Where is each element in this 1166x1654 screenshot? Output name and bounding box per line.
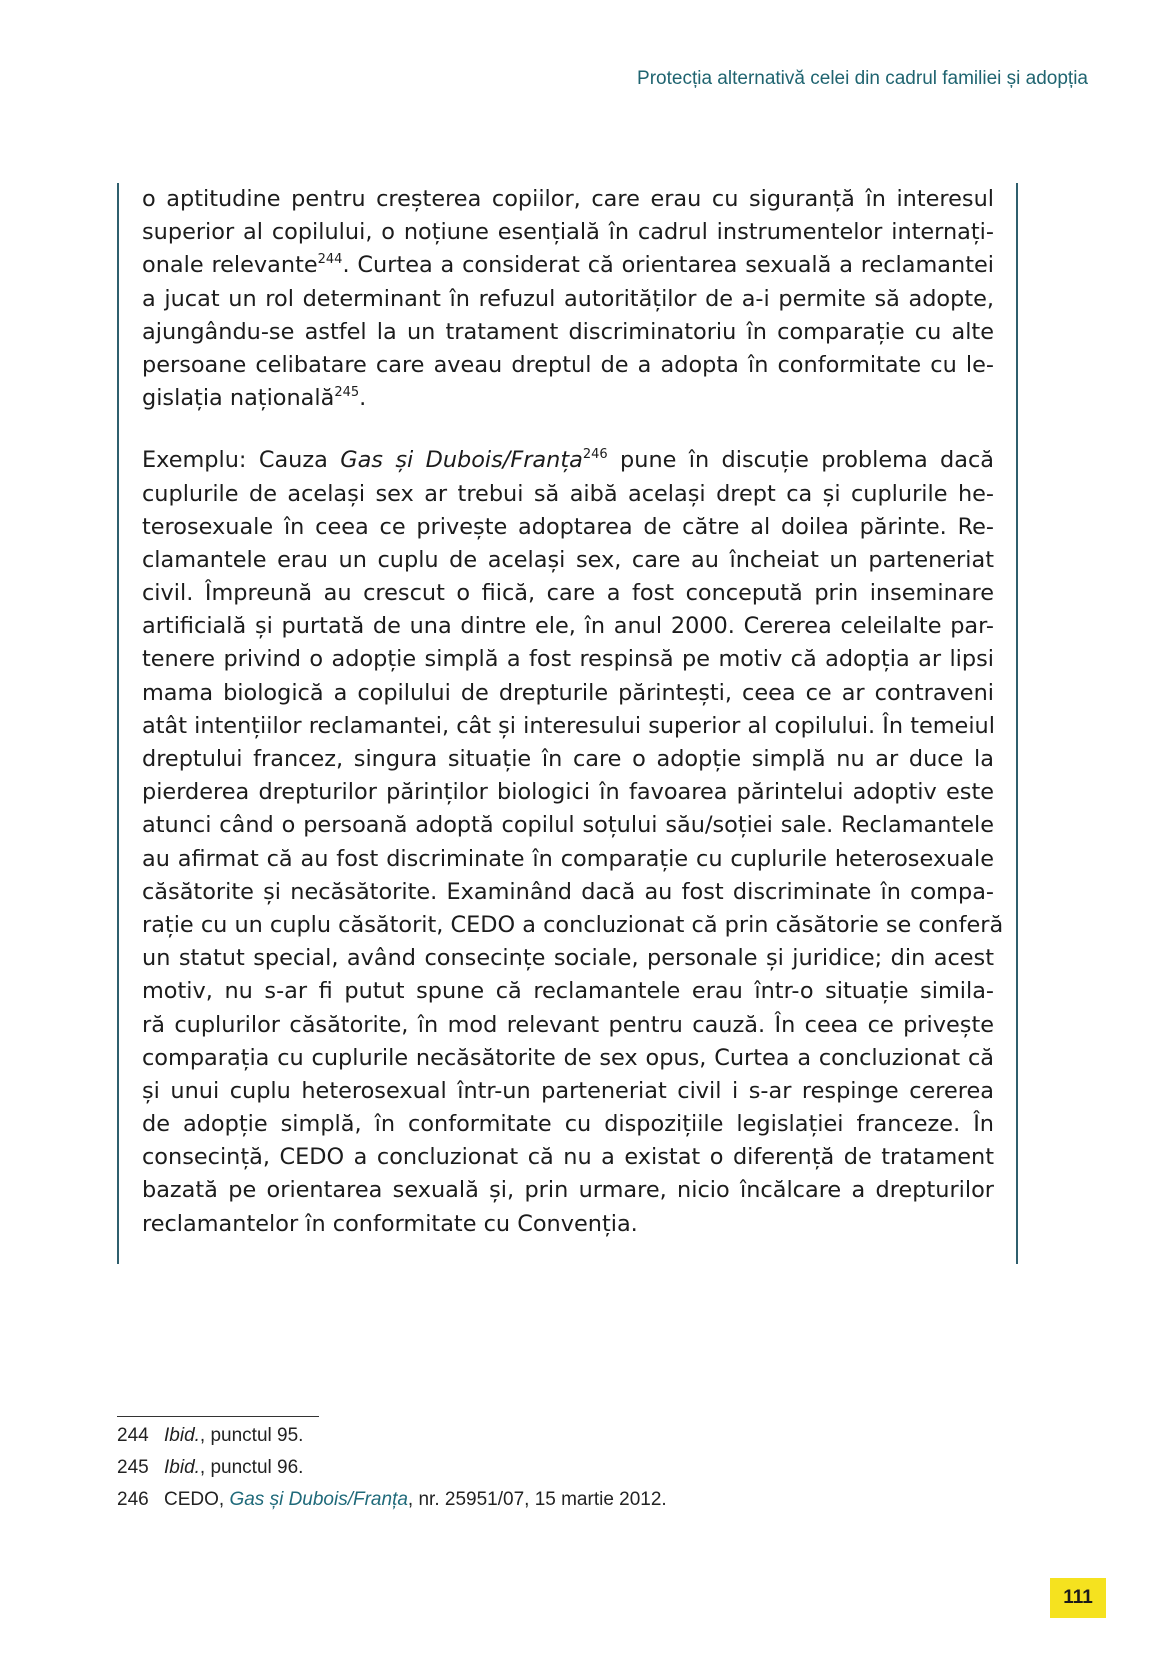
paragraph-line: persoane celibatare care aveau dreptul de a adopta în conformitate cu le- — [142, 351, 994, 378]
paragraph-line: reclamantelor în conformitate cu Convenția. — [142, 1210, 638, 1237]
text-run: . Curtea a considerat că orientarea sexuală a reclamantei — [342, 252, 994, 279]
footnote-245 — [117, 1452, 667, 1484]
paragraph-line: civil. Împreună au crescut o fiică, care a fost concepută prin inseminare — [142, 580, 994, 607]
paragraph-line: superior al copilului, o noțiune esențială în cadrul instrumentelor internați- — [142, 219, 994, 246]
paragraph-line: rație cu un cuplu căsătorit, CEDO a concluzionat că prin căsătorie se conferă — [142, 911, 1004, 938]
paragraph-line: tenere privind o adopție simplă a fost respinsă pe motiv că adopția ar lipsi — [142, 646, 994, 673]
footnote-text: , punctul 95. — [199, 1425, 304, 1446]
paragraph-line — [142, 249, 994, 282]
paragraph-line: cuplurile de același sex ar trebui să aibă același drept ca și cuplurile he- — [142, 480, 994, 507]
paragraph-line: artificială și purtată de una dintre ele, în anul 2000. Cererea celeilalte par- — [142, 613, 994, 640]
paragraph-line: atunci când o persoană adoptă copilul soțului său/soției sale. Reclamantele — [142, 812, 994, 839]
text-run: . — [359, 385, 367, 412]
footnote-number: 246 — [117, 1489, 149, 1510]
paragraph-line: motiv, nu s-ar fi putut spune că reclamantele erau într-o situație simila- — [142, 978, 994, 1005]
case-name: Gas și Dubois/Franța — [340, 447, 583, 474]
paragraph-line: o aptitudine pentru creșterea copiilor, care erau cu siguranță în interesul — [142, 186, 994, 212]
text-box — [117, 183, 1018, 1264]
footnote-text: CEDO, — [164, 1489, 230, 1510]
paragraph-line: a jucat un rol determinant în refuzul autorităților de a-i permite să adopte, — [142, 285, 994, 312]
footnote-244 — [117, 1420, 667, 1452]
footnote-text: , nr. 25951/07, 15 martie 2012. — [407, 1489, 667, 1510]
paragraph-line: dreptului francez, singura situație în care o adopție simplă nu ar duce la — [142, 746, 994, 772]
running-header: Protecția alternativă celei din cadrul familiei și adopția — [637, 68, 1088, 89]
footnote-ibid: Ibid. — [164, 1425, 200, 1446]
paragraph-line: atât intențiilor reclamantei, cât și interesului superior al copilului. În temeiul — [142, 712, 995, 739]
paragraph-line: au afirmat că au fost discriminate în comparație cu cuplurile heterosexuale — [142, 845, 994, 872]
footnote-ref-244[interactable]: 244 — [317, 252, 343, 268]
page-number-badge: 111 — [1050, 1578, 1106, 1618]
footnote-ref-246[interactable]: 246 — [582, 447, 608, 463]
footnote-divider — [117, 1416, 319, 1417]
text-run: Exemplu: Cauza — [142, 447, 341, 474]
footnote-number: 245 — [117, 1457, 149, 1478]
paragraph-line: un statut special, având consecințe sociale, personale și juridice; din acest — [142, 945, 994, 972]
paragraph-line: de adopție simplă, în conformitate cu dispozițiile legislației franceze. În — [142, 1111, 994, 1138]
paragraph-line: ră cuplurilor căsătorite, în mod relevant pentru cauză. În ceea ce privește — [142, 1011, 994, 1038]
footnote-ref-245[interactable]: 245 — [334, 385, 360, 401]
footnote-246 — [117, 1484, 667, 1516]
paragraph-line: clamantele erau un cuplu de același sex, care au încheiat un parteneriat — [142, 546, 994, 573]
text-run: gislația națională — [142, 385, 335, 412]
paragraph-line: consecință, CEDO a concluzionat că nu a existat o diferență de tratament — [142, 1144, 994, 1171]
text-run: pune în discuție problema dacă — [607, 447, 994, 474]
paragraph-line: bazată pe orientarea sexuală și, prin urmare, nicio încălcare a drepturilor — [142, 1177, 994, 1204]
paragraph-line — [142, 382, 994, 415]
paragraph-line: ajungându-se astfel la un tratament discriminatoriu în comparație cu alte — [142, 318, 994, 345]
paragraph-gap — [142, 415, 994, 444]
paragraph-line: terosexuale în ceea ce privește adoptarea de către al doilea părinte. Re- — [142, 513, 994, 540]
box-text — [142, 183, 1004, 1241]
case-link[interactable]: Gas și Dubois/Franța — [229, 1489, 408, 1510]
footnote-ibid: Ibid. — [164, 1457, 200, 1478]
paragraph-line: pierderea drepturilor părinților biologici în favoarea părintelui adoptiv este — [142, 779, 994, 806]
paragraph-line — [142, 444, 994, 477]
footnotes — [117, 1420, 667, 1516]
paragraph-line: căsătorite și necăsătorite. Examinând dacă au fost discriminate în compa- — [142, 878, 994, 905]
paragraph-line: și unui cuplu heterosexual într-un parteneriat civil i s-ar respinge cererea — [142, 1077, 994, 1104]
paragraph-line: mama biologică a copilului de drepturile părintești, ceea ce ar contraveni — [142, 679, 994, 706]
text-run: onale relevante — [142, 252, 318, 279]
footnote-text: , punctul 96. — [199, 1457, 304, 1478]
paragraph-line: comparația cu cuplurile necăsătorite de sex opus, Curtea a concluzionat că — [142, 1044, 994, 1071]
footnote-number: 244 — [117, 1425, 149, 1446]
